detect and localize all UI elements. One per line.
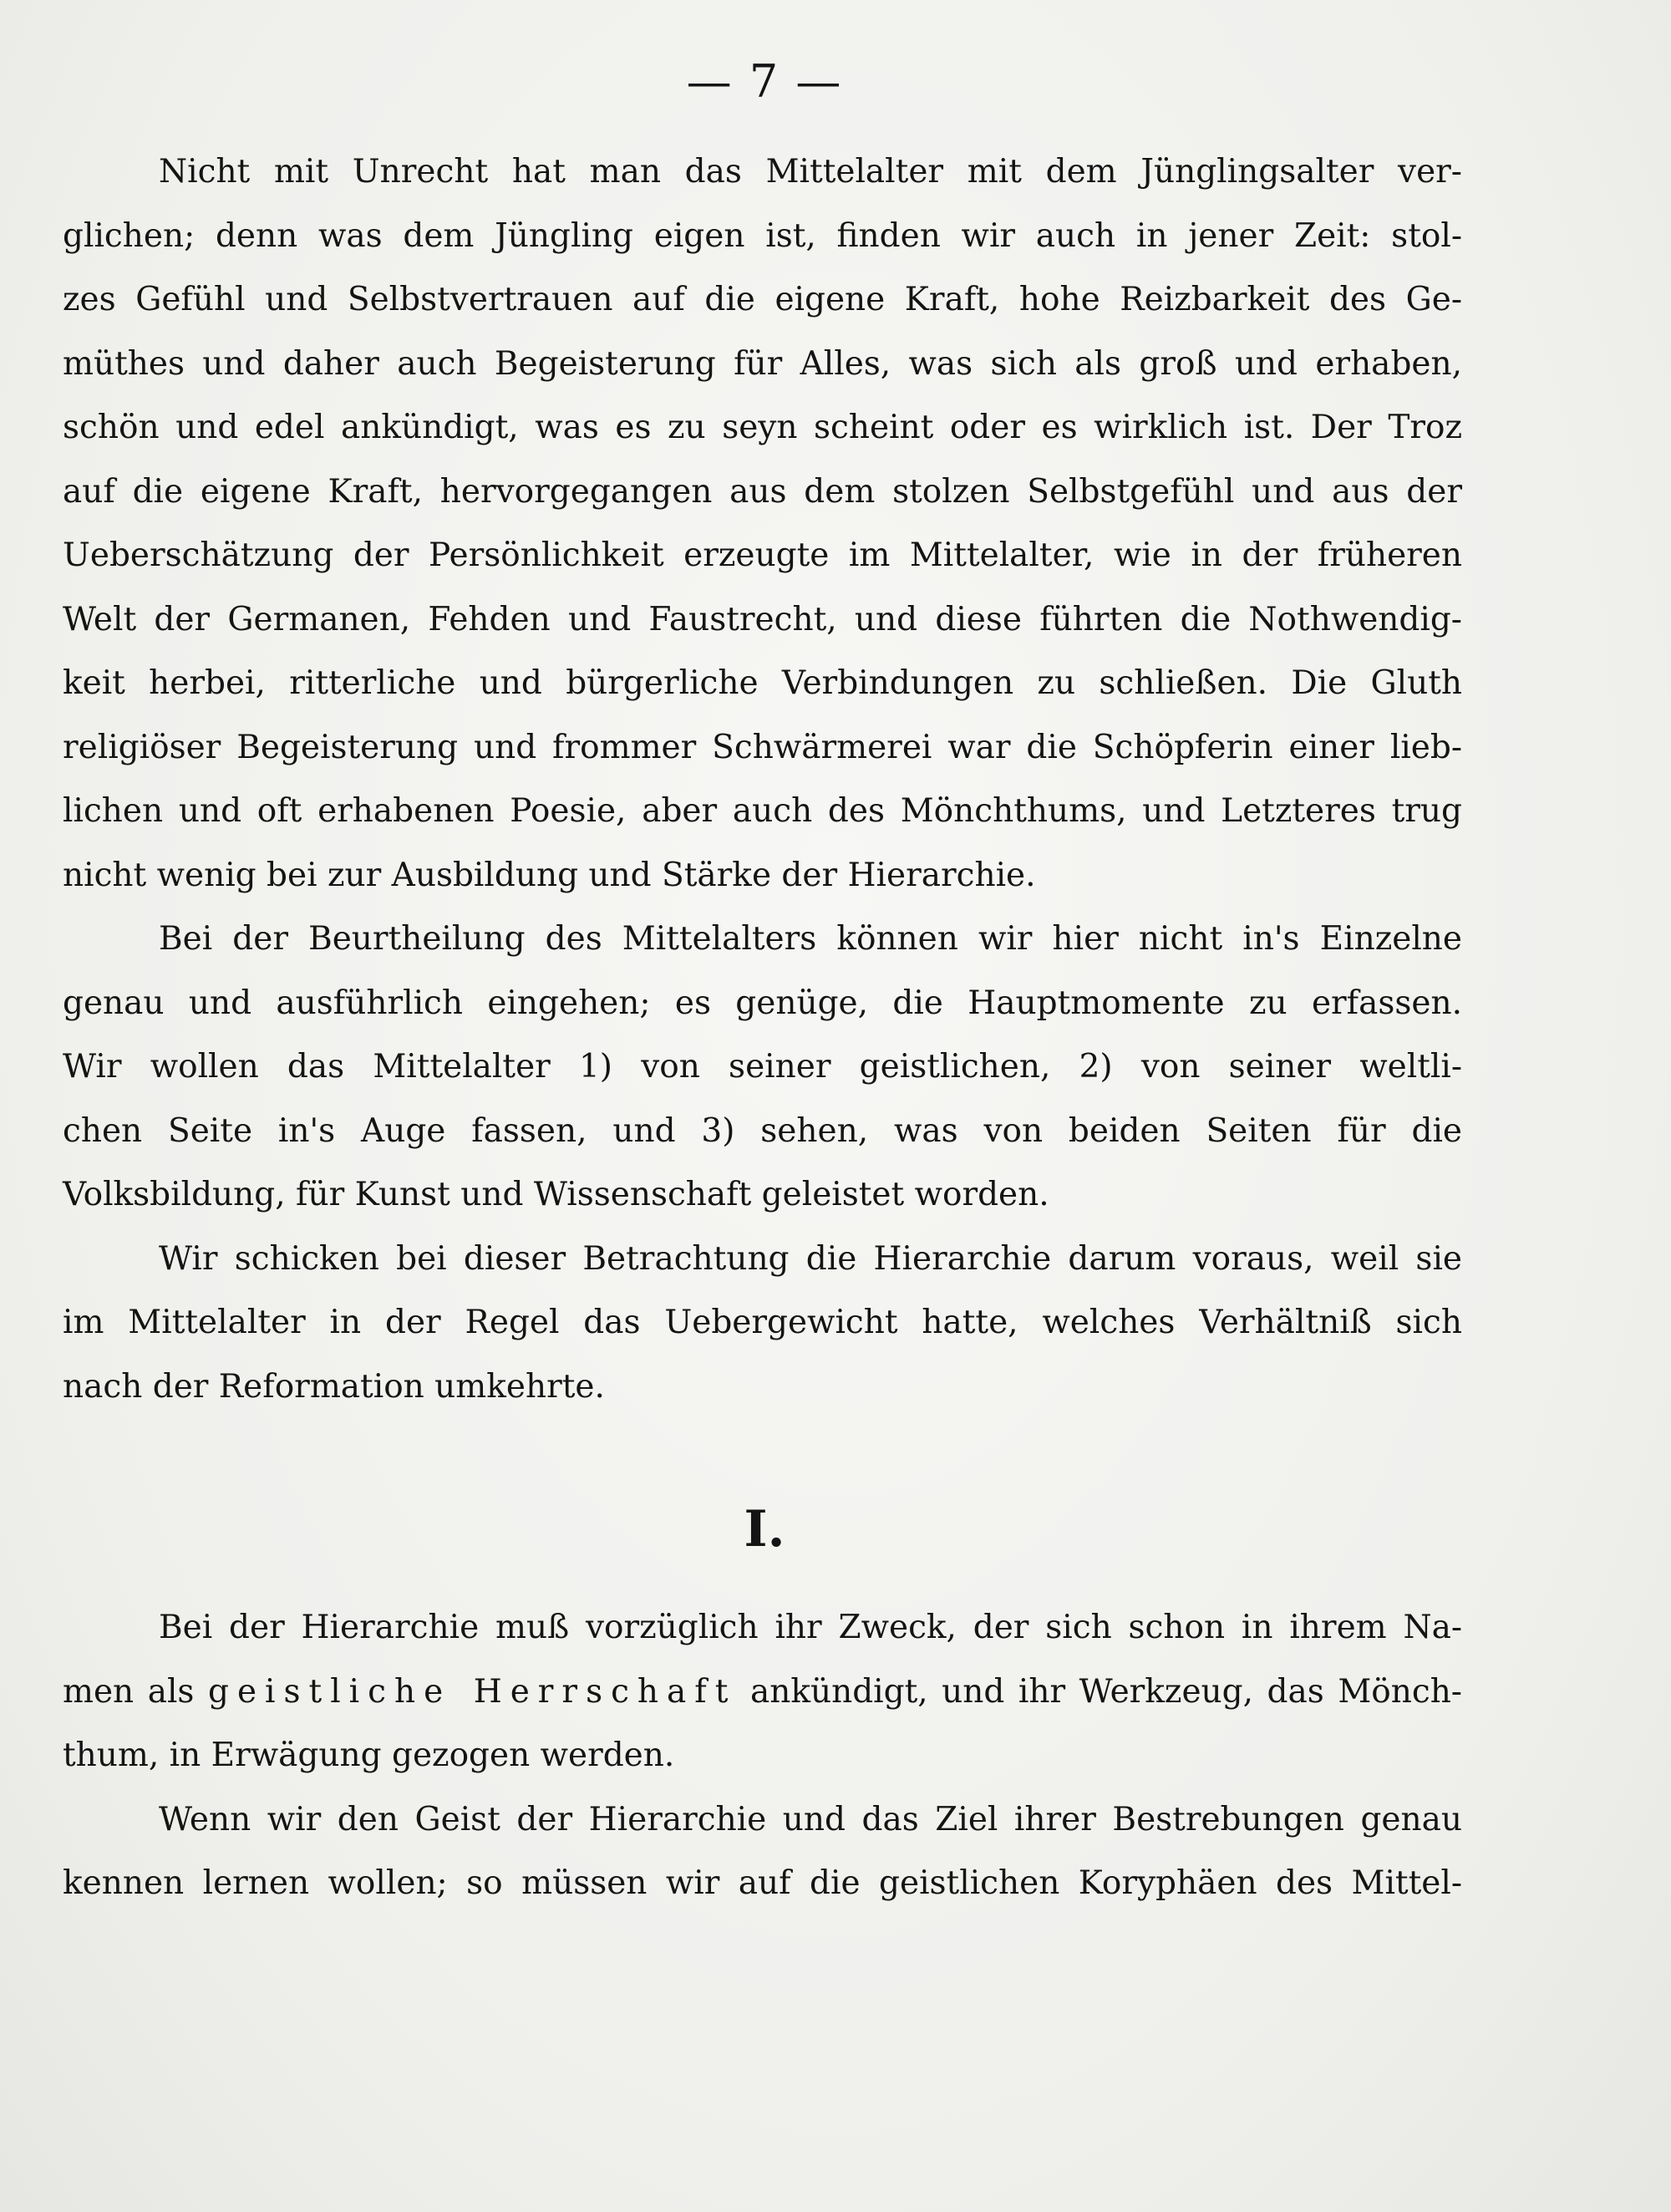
text-line: Welt der Germanen, Fehden und Faustrecht, und diese führten die Nothwendig- xyxy=(63,600,1462,638)
text-line: im Mittelalter in der Regel das Uebergewicht hatte, welches Verhältniß sich xyxy=(63,1304,1462,1341)
text-line: Bei der Hierarchie muß vorzüglich ihr Zweck, der sich schon in ihrem Na- xyxy=(159,1609,1462,1646)
page-number: — 7 — xyxy=(686,55,843,108)
text-line-with-emphasis xyxy=(63,1660,1462,1725)
text-line: kennen lernen wollen; so müssen wir auf die geistlichen Koryphäen des Mittel- xyxy=(63,1864,1462,1902)
paragraph-2 xyxy=(63,908,1462,1228)
text-line: glichen; denn was dem Jüngling eigen ist, finden wir auch in jener Zeit: stol- xyxy=(63,216,1462,255)
text-line: auf die eigene Kraft, hervorgegangen aus dem stolzen Selbstgefühl und aus der xyxy=(63,472,1462,511)
paragraph-3 xyxy=(63,1228,1462,1420)
body-text-top xyxy=(63,140,1462,1419)
text-line: lichen und oft erhabenen Poesie, aber auch des Mönchthums, und Letzteres trug xyxy=(63,792,1462,830)
text-line: religiöser Begeisterung und frommer Schwärmerei war die Schöpferin einer lieb- xyxy=(63,728,1462,766)
text-segment: ankündigt, und ihr Werkzeug, das Mönch- xyxy=(749,1672,1462,1711)
text-line: zes Gefühl und Selbstvertrauen auf die eigene Kraft, hohe Reizbarkeit des Ge- xyxy=(63,281,1462,318)
paragraph-5 xyxy=(63,1788,1462,1916)
text-line: Nicht mit Unrecht hat man das Mittelalter mit dem Jünglingsalter ver- xyxy=(159,153,1462,191)
section-heading: I. xyxy=(744,1500,785,1559)
text-segment: men als xyxy=(63,1672,195,1711)
text-line: Bei der Beurtheilung des Mittelalters können wir hier nicht in's Einzelne xyxy=(159,920,1462,958)
text-line: Wir schicken bei dieser Betrachtung die Hierarchie darum voraus, weil sie xyxy=(159,1239,1462,1278)
text-line: Wir wollen das Mittelalter 1) von seiner geistlichen, 2) von seiner weltli- xyxy=(63,1048,1462,1086)
text-line: nicht wenig bei zur Ausbildung und Stärke der Hierarchie. xyxy=(63,856,1036,894)
text-line: chen Seite in's Auge fassen, und 3) sehen, was von beiden Seiten für die xyxy=(63,1111,1462,1150)
text-line: Volksbildung, für Kunst und Wissenschaft geleistet worden. xyxy=(63,1176,1049,1213)
text-line: müthes und daher auch Begeisterung für Alles, was sich als groß und erhaben, xyxy=(63,344,1462,383)
text-line: Ueberschätzung der Persönlichkeit erzeugte im Mittelalter, wie in der früheren xyxy=(63,536,1462,574)
text-line: thum, in Erwägung gezogen werden. xyxy=(63,1737,675,1774)
text-line: schön und edel ankündigt, was es zu seyn scheint oder es wirklich ist. Der Troz xyxy=(63,409,1462,446)
paragraph-1 xyxy=(63,140,1462,908)
paragraph-4 xyxy=(63,1596,1462,1788)
text-line: nach der Reformation umkehrte. xyxy=(63,1367,605,1406)
text-line: genau und ausführlich eingehen; es genüge, die Hauptmomente zu erfassen. xyxy=(63,984,1462,1022)
text-line: keit herbei, ritterliche und bürgerliche Verbindungen zu schließen. Die Gluth xyxy=(63,664,1462,702)
text-line: Wenn wir den Geist der Hierarchie und das Ziel ihrer Bestrebungen genau xyxy=(159,1800,1462,1838)
body-text-bottom xyxy=(63,1596,1462,1916)
emphasized-spaced-text: geistliche Herrschaft xyxy=(207,1672,737,1711)
